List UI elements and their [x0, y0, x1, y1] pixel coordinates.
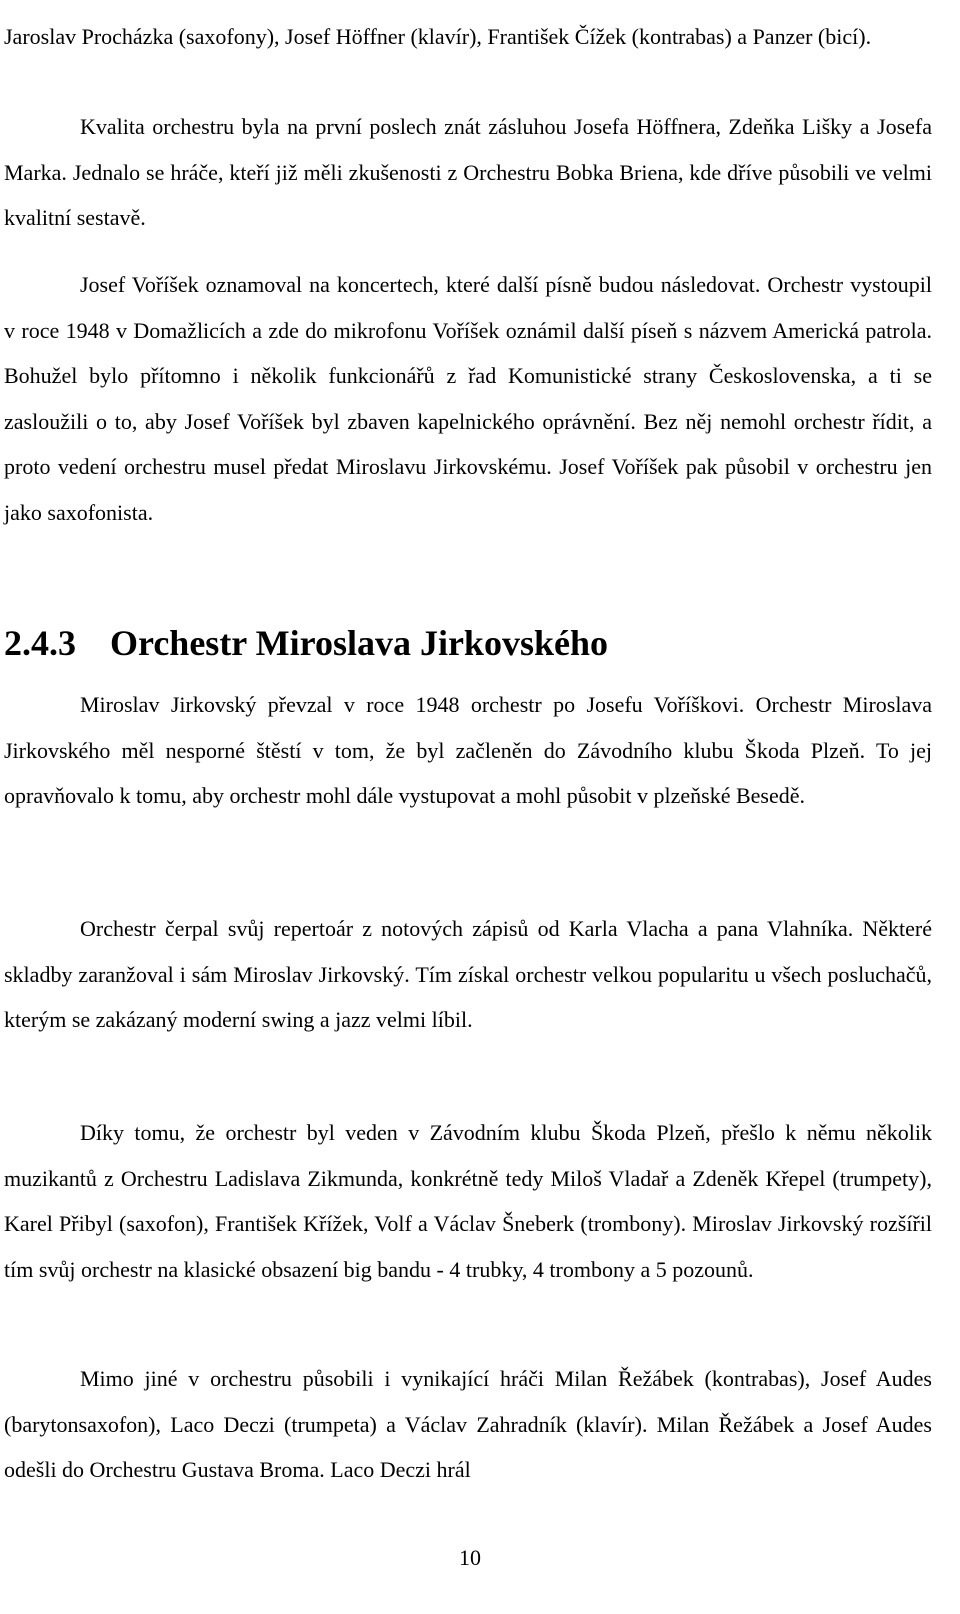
paragraph-vorisek-domazlice: Josef Voříšek oznamoval na koncertech, které další písně budou následovat. Orchestr vystoupil v roce 1948 v Domažlicích a zde do mikrofonu Voříšek oznámil další píseň s názvem Americká patrola. Bohužel bylo přítomno i několik funkcionářů z řad Komunistické strany Československa, a ti se zasloužili o to, aby Josef Voříšek byl zbaven kapelnického oprávnění. Bez něj nemohl orchestr řídit, a proto vedení orchestru musel předat Miroslavu Jirkovskému. Josef Voříšek pak působil v orchestru jen jako saxofonista.: [4, 272, 932, 525]
section-heading: [4, 620, 932, 666]
paragraph-continuation: Jaroslav Procházka (saxofony), Josef Höffner (klavír), František Čížek (kontrabas) a Panzer (bicí).: [4, 24, 872, 49]
section-title: Orchestr Miroslava Jirkovského: [110, 623, 608, 663]
paragraph-orchestra-quality: Kvalita orchestru byla na první poslech znát zásluhou Josefa Höffnera, Zdeňka Lišky a Josefa Marka. Jednalo se hráče, kteří již měli zkušenosti z Orchestru Bobka Briena, kde dříve působili ve velmi kvalitní sestavě.: [4, 114, 932, 230]
section-number: 2.4.3: [4, 623, 76, 663]
paragraph-repertoire: Orchestr čerpal svůj repertoár z notových zápisů od Karla Vlacha a pana Vlahníka. Některé skladby zaranžoval i sám Miroslav Jirkovský. Tím získal orchestr velkou popularitu u všech posluchačů, kterým se zakázaný moderní swing a jazz velmi líbil.: [4, 916, 932, 1032]
paragraph-new-musicians: Díky tomu, že orchestr byl veden v Závodním klubu Škoda Plzeň, přešlo k němu několik muzikantů z Orchestru Ladislava Zikmunda, konkrétně tedy Miloš Vladař a Zdeněk Křepel (trumpety), Karel Přibyl (saxofon), František Křížek, Volf a Václav Šneberk (trombony). Miroslav Jirkovský rozšířil tím svůj orchestr na klasické obsazení big bandu - 4 trubky, 4 trombony a 5 pozounů.: [4, 1120, 932, 1282]
page-number: 10: [459, 1545, 481, 1570]
paragraph-jirkovsky-takeover: Miroslav Jirkovský převzal v roce 1948 orchestr po Josefu Voříškovi. Orchestr Miroslava Jirkovského měl nesporné štěstí v tom, že byl začleněn do Závodního klubu Škoda Plzeň. To jej opravňovalo k tomu, aby orchestr mohl dále vystupovat a mohl působit v plzeňské Besedě.: [4, 692, 932, 808]
paragraph-notable-players: Mimo jiné v orchestru působili i vynikající hráči Milan Řežábek (kontrabas), Josef Audes (barytonsaxofon), Laco Deczi (trumpeta) a Václav Zahradník (klavír). Milan Řežábek a Josef Audes odešli do Orchestru Gustava Broma. Laco Deczi hrál: [4, 1366, 932, 1482]
